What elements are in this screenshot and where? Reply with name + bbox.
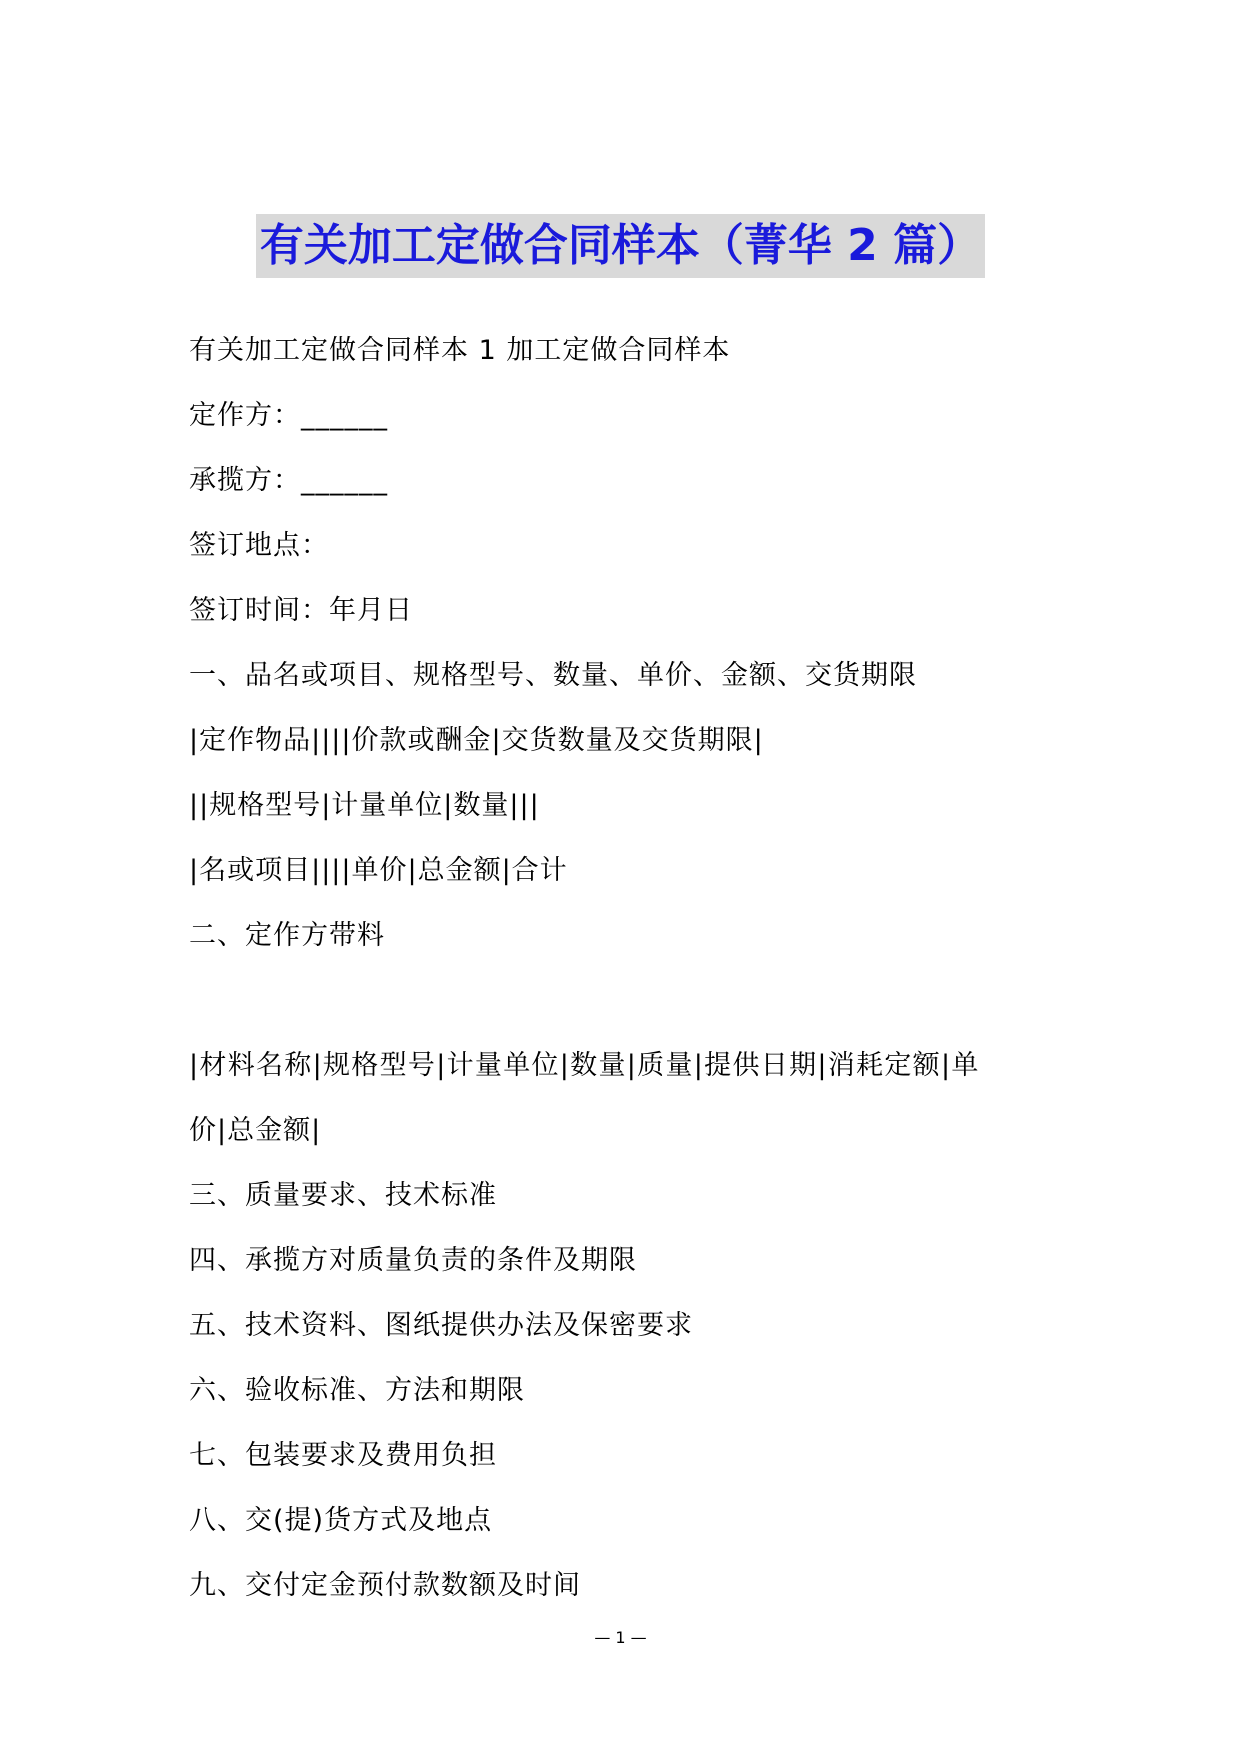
paragraph: 二、定作方带料 <box>189 920 385 951</box>
paragraph: 七、包装要求及费用负担 <box>189 1440 497 1471</box>
paragraph: |名或项目||||单价|总金额|合计 <box>189 855 568 886</box>
paragraph: 九、交付定金预付款数额及时间 <box>189 1570 581 1601</box>
paragraph: 定作方：______ <box>189 400 388 431</box>
paragraph: 一、品名或项目、规格型号、数量、单价、金额、交货期限 <box>189 660 917 691</box>
paragraph: |定作物品||||价款或酬金|交货数量及交货期限| <box>189 725 764 756</box>
paragraph: 八、交(提)货方式及地点 <box>189 1505 493 1536</box>
page-number: — 1 — <box>594 1628 647 1647</box>
paragraph: 价|总金额| <box>189 1115 322 1146</box>
paragraph: |材料名称|规格型号|计量单位|数量|质量|提供日期|消耗定额|单 <box>189 1050 980 1081</box>
document-body <box>189 318 1069 1618</box>
paragraph: 六、验收标准、方法和期限 <box>189 1375 525 1406</box>
title-container <box>0 214 1241 278</box>
paragraph: 三、质量要求、技术标准 <box>189 1180 497 1211</box>
paragraph: ||规格型号|计量单位|数量||| <box>189 790 540 821</box>
paragraph: 有关加工定做合同样本 1 加工定做合同样本 <box>189 335 731 366</box>
paragraph: 签订时间：年月日 <box>189 595 413 626</box>
paragraph: 四、承揽方对质量负责的条件及期限 <box>189 1245 637 1276</box>
paragraph: 五、技术资料、图纸提供办法及保密要求 <box>189 1310 693 1341</box>
blank-line <box>189 968 1069 1033</box>
paragraph: 承揽方：______ <box>189 465 388 496</box>
document-title: 有关加工定做合同样本（菁华 2 篇） <box>256 214 985 278</box>
paragraph: 签订地点： <box>189 530 329 561</box>
